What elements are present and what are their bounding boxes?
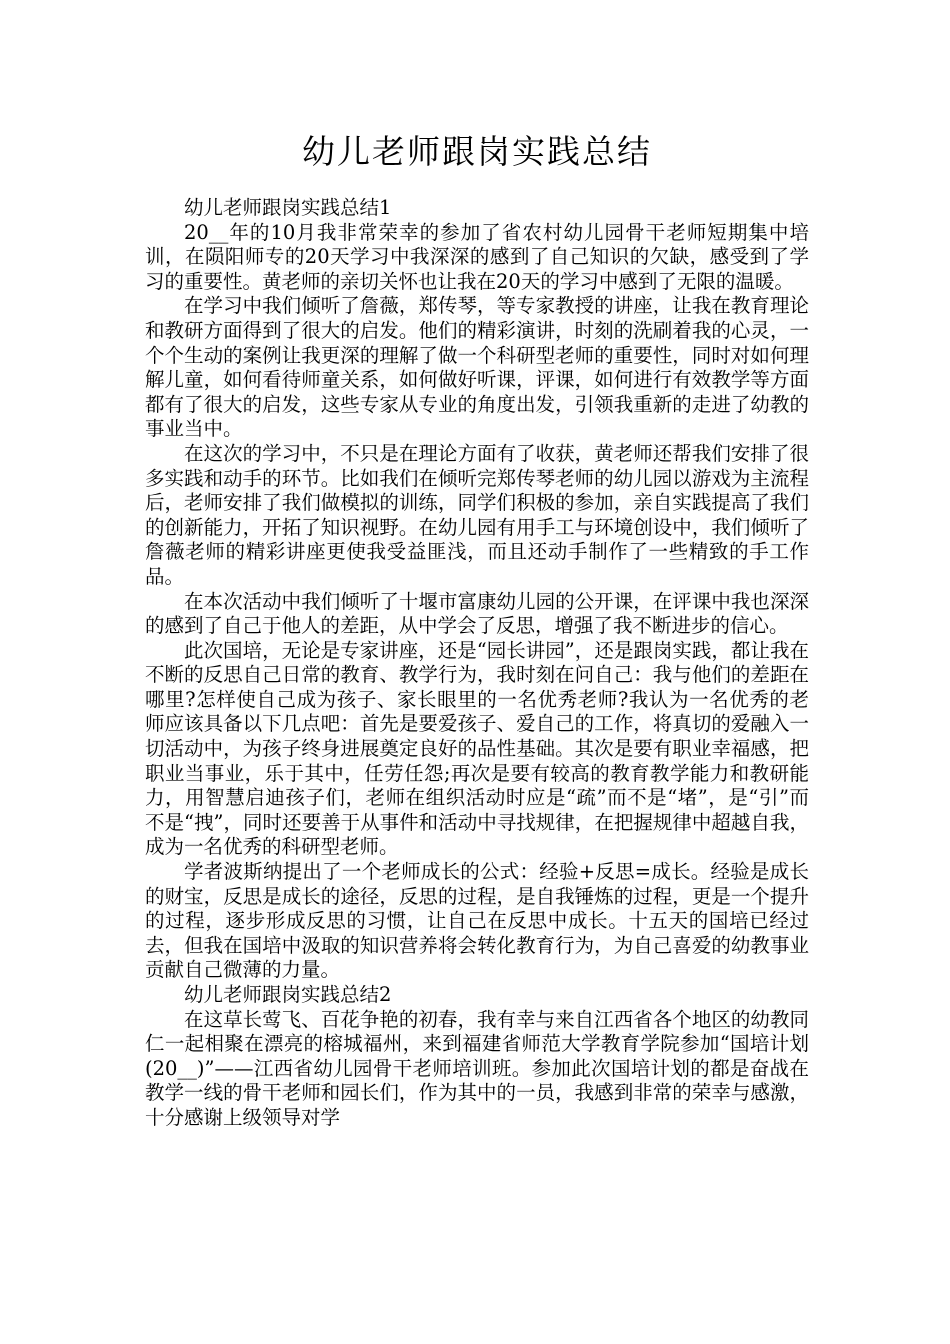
paragraph: 在这草长莺飞、百花争艳的初春，我有幸与来自江西省各个地区的幼教同仁一起相聚在漂亮的榕城福州，来到福建省师范大学教育学院参加“国培计划(20__)”——江西省幼儿园骨干老师培训班。参加此次国培计划的都是奋战在教学一线的骨干老师和园长们，作为其中的一员，我感到非常的荣幸与感激，十分感谢上级领导对学: [145, 1007, 809, 1129]
document-page: [145, 126, 809, 1131]
paragraph: 学者波斯纳提出了一个老师成长的公式：经验+反思=成长。经验是成长的财宝，反思是成长的途径，反思的过程，是自我锤炼的过程，更是一个提升的过程，逐步形成反思的习惯，让自己在反思中成长。十五天的国培已经过去，但我在国培中汲取的知识营养将会转化教育行为，为自己喜爱的幼教事业贡献自己微薄的力量。: [145, 860, 809, 982]
paragraph: 此次国培，无论是专家讲座，还是“园长讲园”，还是跟岗实践，都让我在不断的反思自己日常的教育、教学行为，我时刻在问自己：我与他们的差距在哪里?怎样使自己成为孩子、家长眼里的一名优秀老师?我认为一名优秀的老师应该具备以下几点吧：首先是要爱孩子、爱自己的工作，将真切的爱融入一切活动中，为孩子终身进展奠定良好的品性基础。其次是要有职业幸福感，把职业当事业，乐于其中，任劳任怨;再次是要有较高的教育教学能力和教研能力，用智慧启迪孩子们，老师在组织活动时应是“疏”而不是“堵”，是“引”而不是“拽”，同时还要善于从事件和活动中寻找规律，在把握规律中超越自我，成为一名优秀的科研型老师。: [145, 638, 809, 859]
paragraph: 在这次的学习中，不只是在理论方面有了收获，黄老师还帮我们安排了很多实践和动手的环节。比如我们在倾听完郑传琴老师的幼儿园以游戏为主流程后，老师安排了我们做模拟的训练，同学们积极的参加，亲自实践提高了我们的创新能力，开拓了知识视野。在幼儿园有用手工与环境创设中，我们倾听了詹薇老师的精彩讲座更使我受益匪浅，而且还动手制作了一些精致的手工作品。: [145, 441, 809, 588]
paragraph: 20__年的10月我非常荣幸的参加了省农村幼儿园骨干老师短期集中培训，在陨阳师专的20天学习中我深深的感到了自己知识的欠缺，感受到了学习的重要性。黄老师的亲切关怀也让我在20天的学习中感到了无限的温暖。: [145, 220, 809, 293]
section-heading: 幼儿老师跟岗实践总结1: [184, 196, 392, 219]
document-body: [145, 196, 809, 1131]
section-heading: 幼儿老师跟岗实践总结2: [184, 983, 392, 1006]
paragraph: 在本次活动中我们倾听了十堰市富康幼儿园的公开课，在评课中我也深深的感到了自己于他人的差距，从中学会了反思，增强了我不断进步的信心。: [145, 589, 809, 638]
document-title: 幼儿老师跟岗实践总结: [302, 132, 652, 171]
paragraph: 在学习中我们倾听了詹薇，郑传琴，等专家教授的讲座，让我在教育理论和教研方面得到了很大的启发。他们的精彩演讲，时刻的洗刷着我的心灵，一个个生动的案例让我更深的理解了做一个科研型老师的重要性，同时对如何理解儿童，如何看待师童关系，如何做好听课，评课，如何进行有效教学等方面都有了很大的启发，这些专家从专业的角度出发，引领我重新的走进了幼教的事业当中。: [145, 294, 809, 441]
